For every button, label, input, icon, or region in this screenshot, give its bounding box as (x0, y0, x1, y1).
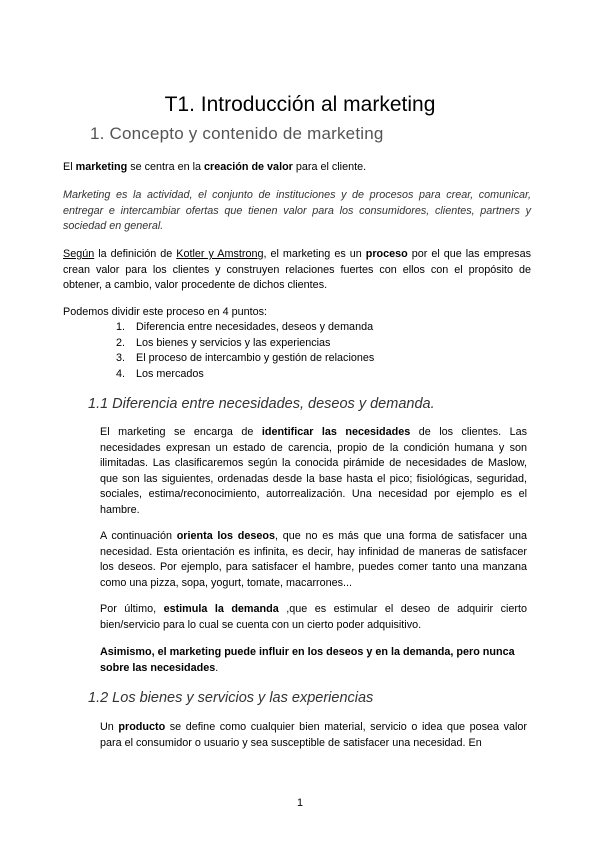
bold-creacion-de-valor: creación de valor (204, 161, 293, 173)
link-segun: Según (63, 248, 95, 260)
kotler-paragraph: Según la definición de Kotler y Amstrong, el marketing es un proceso por el que las empresas crean valor para los clientes y construyen relaciones fuertes con ellos con el propósito de obtener, a cambio, valor procedente de dichos clientes. (63, 248, 531, 291)
bold-proceso: proceso (365, 248, 408, 260)
bold-orienta-deseos: orienta los deseos (176, 530, 275, 542)
document-title: T1. Introducción al marketing (164, 93, 436, 116)
list-item: 2. Los bienes y servicios y las experiencias (116, 336, 331, 349)
bold-identificar-necesidades: identificar las necesidades (261, 426, 411, 438)
demand-paragraph: Por último, estimula la demanda ,que es estimular el deseo de adquirir cierto bien/servicio para lo cual se cuenta con un cierto poder adquisitivo. (100, 603, 527, 631)
list-item: 3. El proceso de intercambio y gestión de relaciones (116, 352, 375, 364)
section-1-1-heading: 1.1 Diferencia entre necesidades, deseos y demanda. (88, 396, 435, 412)
product-paragraph: Un producto se define como cualquier bien material, servicio o idea que posea valor para el consumidor o usuario y sea susceptible de satisfacer una necesidad. En (100, 721, 527, 749)
list-intro: Podemos dividir este proceso en 4 puntos: (63, 306, 268, 318)
bold-conclusion: Asimismo, el marketing puede influir en los deseos y en la demanda, pero nunca sobre las necesidades (100, 646, 515, 674)
bold-producto: producto (118, 721, 166, 733)
conclusion-paragraph: Asimismo, el marketing puede influir en los deseos y en la demanda, pero nunca sobre las necesidades. (100, 646, 515, 674)
link-kotler-amstrong: Kotler y Amstrong (176, 248, 264, 260)
process-points-list (116, 320, 374, 382)
wants-paragraph: A continuación orienta los deseos, que no es más que una forma de satisfacer una necesidad. Esta orientación es infinita, es decir, hay infinidad de maneras de satisfacer los deseos. Por ejemplo, para satisfacer el hambre, puedes comer tanto una manzana como una pizza, sopa, yogurt, tomate, macarrones... (100, 530, 527, 589)
needs-paragraph: El marketing se encarga de identificar las necesidades de los clientes. Las necesidades expresan un estado de carencia, propio de la condición humana y son ilimitadas. Las clasificaremos según la conocida pirámide de necesidades de Maslow, que son las siguientes, ordenadas desde la base hasta el pico; fisiológicas, seguridad, sociales, estima/reconocimiento, autorrealización. Una necesidad por ejemplo es el hambre. (100, 426, 527, 516)
definition-quote: Marketing es la actividad, el conjunto de instituciones y de procesos para crear, comunicar, entregar e intercambiar ofertas que tienen valor para los consumidores, clientes, partners y sociedad en general. (63, 189, 531, 232)
bold-marketing: marketing (75, 161, 128, 173)
list-item: 4. Los mercados (116, 367, 204, 380)
section-1-heading: 1. Concepto y contenido de marketing (90, 124, 384, 143)
bold-estimula-demanda: estimula la demanda (163, 603, 279, 615)
section-1-2-heading: 1.2 Los bienes y servicios y las experiencias (88, 690, 374, 706)
list-item: 1. Diferencia entre necesidades, deseos y demanda (116, 321, 374, 333)
page-number: 1 (296, 797, 303, 809)
intro-paragraph: El marketing se centra en la creación de valor para el cliente. (63, 161, 367, 173)
